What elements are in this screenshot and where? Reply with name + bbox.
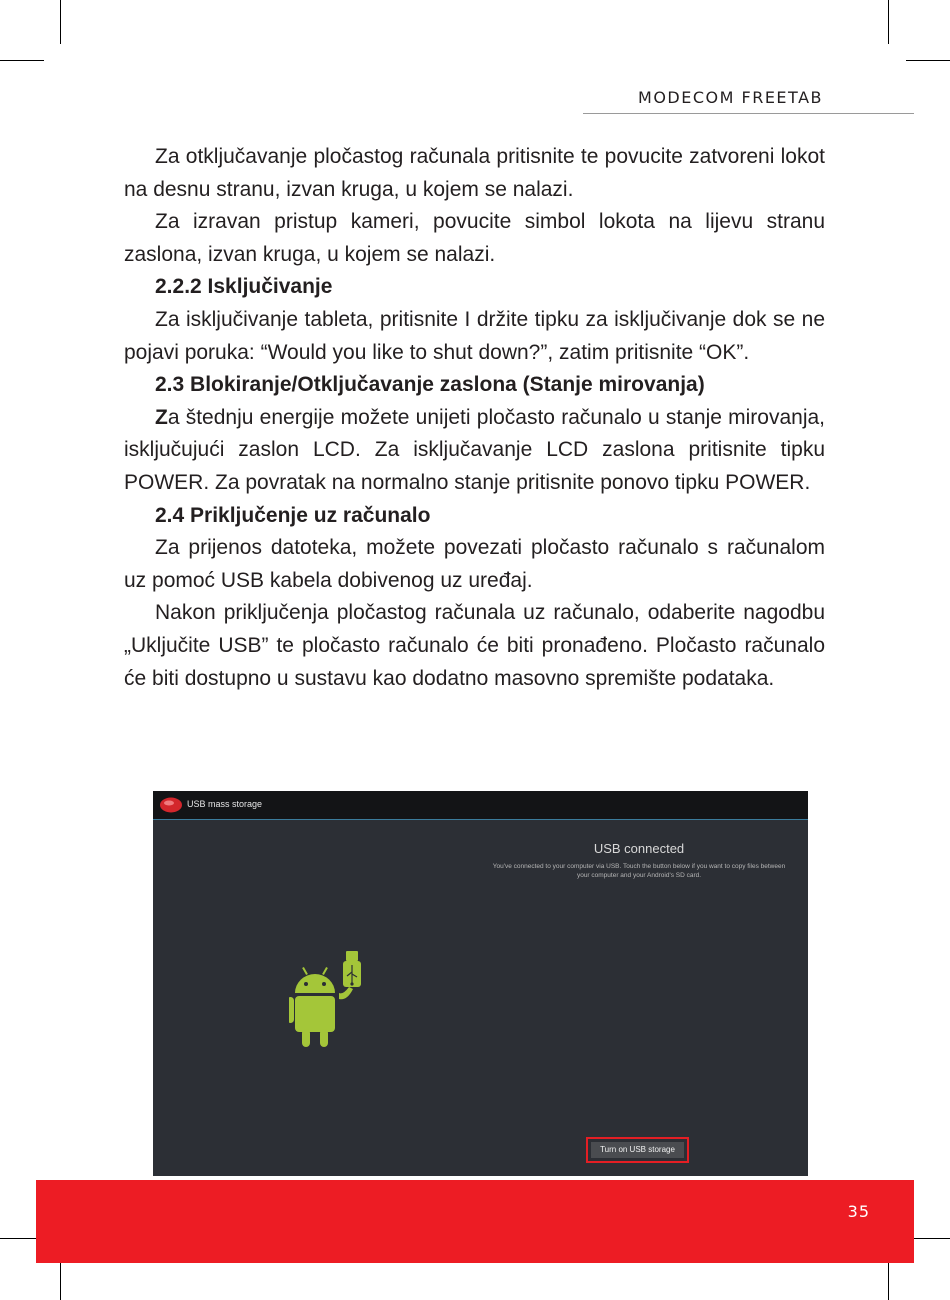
turn-on-usb-storage-button[interactable]: Turn on USB storage [591,1142,684,1158]
app-logo-icon [159,796,183,814]
crop-mark [906,60,950,61]
paragraph-camera: Za izravan pristup kameri, povucite simbol lokota na lijevu stranu zaslona, izvan kruga, u kojem se nalazi. [124,210,825,266]
action-bar [153,791,808,820]
action-bar-title: USB mass storage [187,799,263,809]
running-header: MODECOM FREETAB [638,88,823,107]
page-content [124,141,825,695]
drop-letter: Z [155,405,168,429]
usb-connected-description: You've connected to your computer via USB. Touch the button below if you want to copy files between your computer and your Android's SD card. [492,863,786,879]
paragraph-transfer: Za prijenos datoteka, možete povezati pločasto računalo s računalom uz pomoć USB kabela dobivenog uz uređaj. [124,536,825,592]
crop-mark [60,0,61,44]
paragraph-unlock: Za otključavanje pločastog računala pritisnite te povucite zatvoreni lokot na desnu stranu, izvan kruga, u kojem se nalazi. [124,145,825,201]
usb-connected-heading: USB connected [593,841,685,856]
heading-connect: 2.4 Priključenje uz računalo [155,503,431,527]
heading-shutdown: 2.2.2 Isključivanje [155,275,333,299]
page-number: 35 [847,1202,870,1221]
crop-mark [888,0,889,44]
button-highlight [586,1137,689,1163]
crop-mark [0,60,44,61]
footer-band [36,1180,914,1263]
header-rule [583,113,914,114]
paragraph-shutdown: Za isključivanje tableta, pritisnite I držite tipku za isključivanje dok se ne pojavi poruka: “Would you like to shut down?”, zatim pritisnite “OK”. [124,307,825,364]
paragraph-sleep-text: a štednju energije možete unijeti pločasto računalo u stanje mirovanja, isključujući zaslon LCD. Za isključavanje LCD zaslona pritisnite tipku POWER. Za povratak na normalno stanje pritisnite ponovo tipku POWER. [124,405,825,494]
paragraph-usb: Nakon priključenja pločastog računala uz računalo, odaberite nagodbu „Uključite USB” te pločasto računalo će biti pronađeno. Pločasto računalo će biti dostupno u sustavu kao dodatno masovno spremište podataka. [124,601,825,690]
usb-screenshot [153,791,808,1176]
android-usb-icon [289,949,369,1049]
heading-screen-lock: 2.3 Blokiranje/Otključavanje zaslona (Stanje mirovanja) [155,373,705,397]
paragraph-sleep [124,402,825,500]
